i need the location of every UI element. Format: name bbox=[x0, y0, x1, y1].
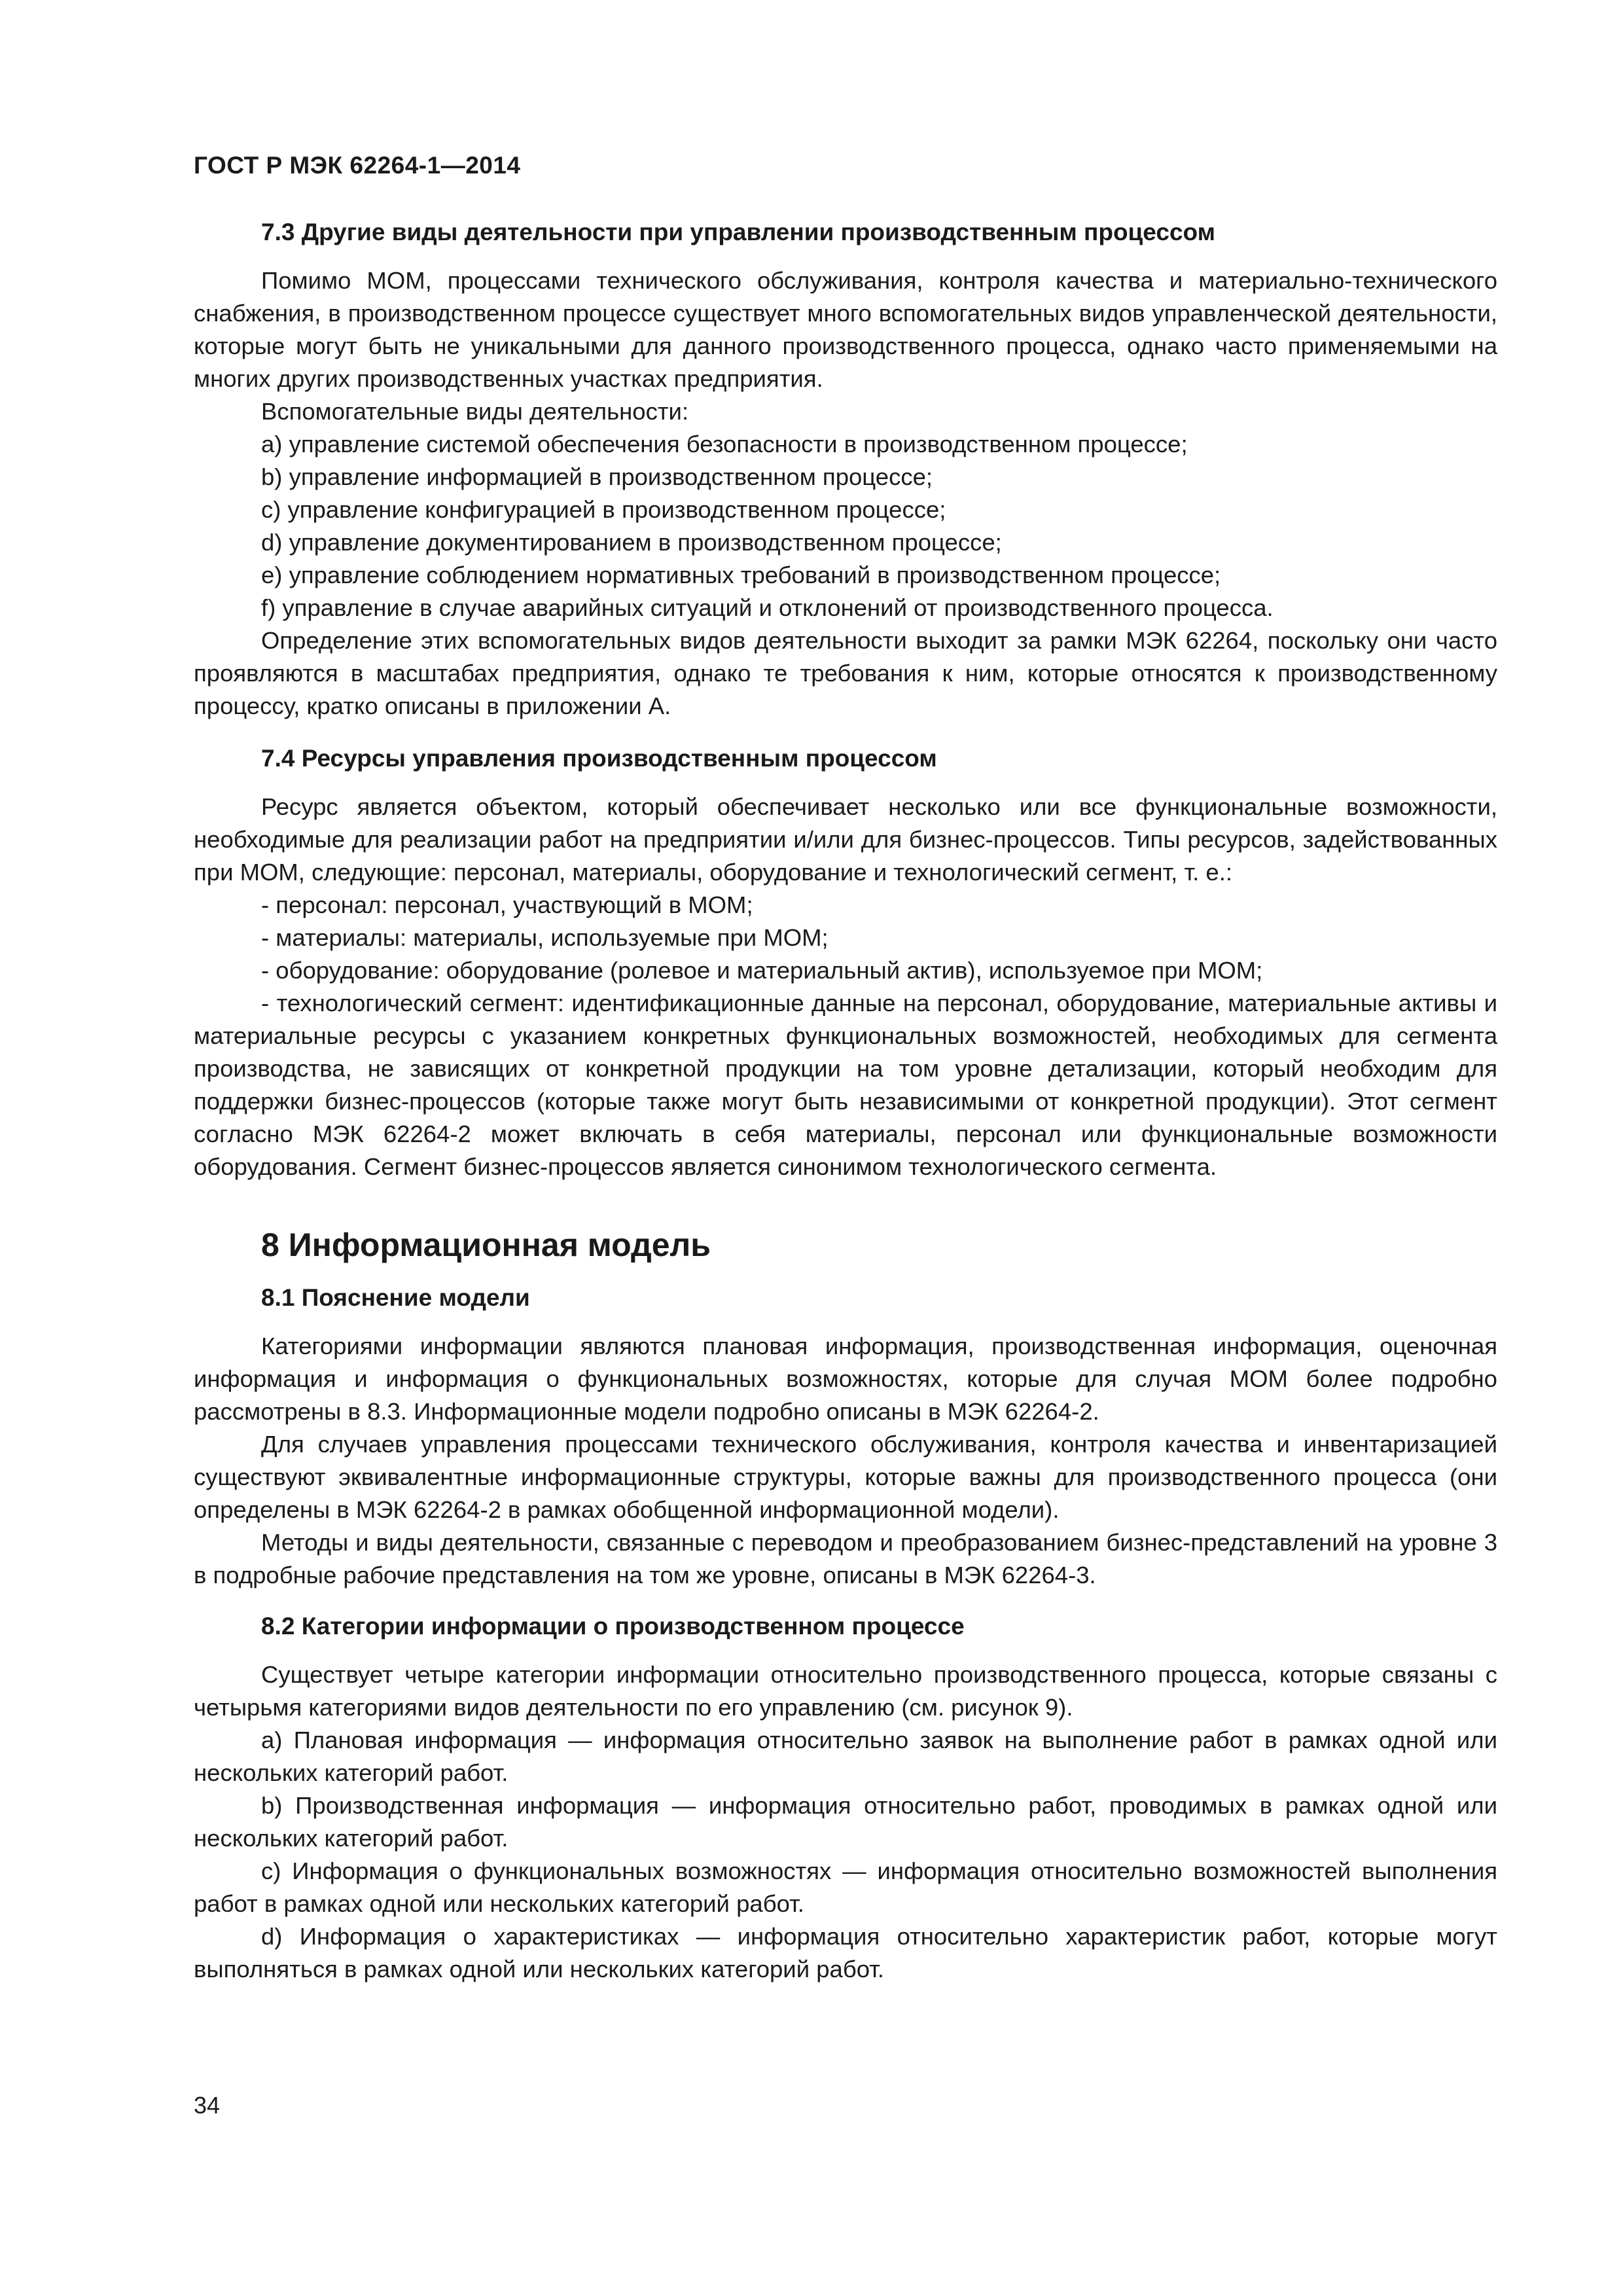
section-7-3-list-intro: Вспомогательные виды деятельности: bbox=[261, 398, 689, 425]
page-content bbox=[194, 216, 1497, 1986]
section-7-3-intro: Помимо МОМ, процессами технического обслуживания, контроля качества и материально-технического снабжения, в производственном процессе существует много вспомогательных видов управленческой деятельности, которые могут быть не уникальными для данного производственного процесса, однако часто применяемыми на многих других производственных участках предприятия. bbox=[194, 267, 1497, 392]
section-7-4-intro: Ресурс является объектом, который обеспечивает несколько или все функциональные возможности, необходимые для реализации работ на предприятии и/или для бизнес-процессов. Типы ресурсов, задействованных при МОМ, следующие: персонал, материалы, оборудование и технологический сегмент, т. е.: bbox=[194, 793, 1497, 886]
section-8-1-paragraph: Методы и виды деятельности, связанные с переводом и преобразованием бизнес-представлений на уровне 3 в подробные рабочие представления на том же уровне, описаны в МЭК 62264-3. bbox=[194, 1529, 1497, 1588]
section-8-2-item: b) Производственная информация — информация относительно работ, проводимых в рамках одной или нескольких категорий работ. bbox=[194, 1792, 1497, 1852]
section-8-2-item: c) Информация о функциональных возможностях — информация относительно возможностей выполнения работ в рамках одной или нескольких категорий работ. bbox=[194, 1857, 1497, 1917]
section-8-1-paragraph: Категориями информации являются плановая информация, производственная информация, оценочная информация и информация о функциональных возможностях, которые для случая МОМ более подробно рассмотрены в 8.3. Информационные модели подробно описаны в МЭК 62264-2. bbox=[194, 1333, 1497, 1425]
list-item: - материалы: материалы, используемые при МОМ; bbox=[261, 924, 829, 951]
list-item: - персонал: персонал, участвующий в МОМ; bbox=[261, 891, 753, 918]
document-header: ГОСТ Р МЭК 62264-1—2014 bbox=[194, 152, 521, 179]
page-number: 34 bbox=[194, 2092, 221, 2119]
section-7-4-segment: - технологический сегмент: идентификационные данные на персонал, оборудование, материальные активы и материальные ресурсы с указанием конкретных функциональных возможностей, необходимых для сегмента производства, не зависящих от конкретной продукции на том уровне детализации, который необходим для поддержки бизнес-процессов (которые также могут быть независимыми от конкретной продукции). Этот сегмент согласно МЭК 62264-2 может включать в себя материалы, персонал или функциональные возможности оборудования. Сегмент бизнес-процессов является синонимом технологического сегмента. bbox=[194, 990, 1497, 1180]
list-item: a) управление системой обеспечения безопасности в производственном процессе; bbox=[261, 431, 1188, 457]
section-8-1-title: 8.1 Пояснение модели bbox=[261, 1284, 530, 1311]
list-item: - оборудование: оборудование (ролевое и материальный актив), используемое при МОМ; bbox=[261, 957, 1263, 984]
list-item: b) управление информацией в производственном процессе; bbox=[261, 463, 933, 490]
list-item: c) управление конфигурацией в производственном процессе; bbox=[261, 496, 946, 523]
section-8-2-item: a) Плановая информация — информация относительно заявок на выполнение работ в рамках одной или нескольких категорий работ. bbox=[194, 1727, 1497, 1786]
section-8-2-title: 8.2 Категории информации о производственном процессе bbox=[261, 1613, 965, 1640]
list-item: d) управление документированием в производственном процессе; bbox=[261, 529, 1002, 556]
section-7-3-title: 7.3 Другие виды деятельности при управлении производственным процессом bbox=[261, 219, 1216, 245]
list-item: e) управление соблюдением нормативных требований в производственном процессе; bbox=[261, 562, 1221, 588]
section-8-2-paragraph: Существует четыре категории информации относительно производственного процесса, которые связаны с четырьмя категориями видов деятельности по его управлению (см. рисунок 9). bbox=[194, 1661, 1497, 1721]
section-7-4-title: 7.4 Ресурсы управления производственным процессом bbox=[261, 745, 937, 772]
section-8-2-item: d) Информация о характеристиках — информация относительно характеристик работ, которые могут выполняться в рамках одной или нескольких категорий работ. bbox=[194, 1923, 1497, 1982]
section-8-1-paragraph: Для случаев управления процессами технического обслуживания, контроля качества и инвентаризацией существуют эквивалентные информационные структуры, которые важны для производственного процесса (они определены в МЭК 62264-2 в рамках обобщенной информационной модели). bbox=[194, 1431, 1497, 1523]
section-8-title: 8 Информационная модель bbox=[261, 1227, 711, 1263]
list-item: f) управление в случае аварийных ситуаций и отклонений от производственного процесса. bbox=[261, 594, 1274, 621]
section-7-3-closing: Определение этих вспомогательных видов деятельности выходит за рамки МЭК 62264, поскольку они часто проявляются в масштабах предприятия, однако те требования к ним, которые относятся к производственному процессу, кратко описаны в приложении А. bbox=[194, 627, 1497, 719]
